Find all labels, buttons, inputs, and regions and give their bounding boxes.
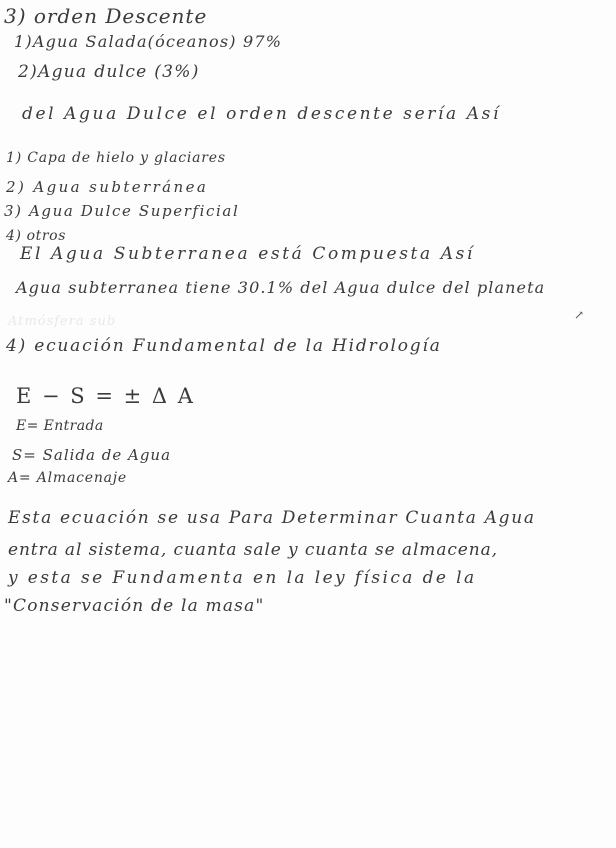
section3-list-item-2: 2) Agua subterránea (6, 178, 209, 196)
section3-intro: del Agua Dulce el orden descente sería Así (22, 104, 502, 124)
section3-list-item-4: 4) otros (6, 228, 66, 244)
section3-item1: 1)Agua Salada(óceanos) 97% (14, 32, 283, 51)
paragraph-line-1: Esta ecuación se usa Para Determinar Cuanta Agua (8, 508, 536, 528)
paragraph-line-4: "Conservación de la masa" (4, 596, 265, 616)
section3-list-item-3: 3) Agua Dulce Superficial (4, 202, 240, 220)
tick-mark: ↗ (574, 308, 585, 322)
section3-subterranea-fact: Agua subterranea tiene 30.1% del Agua dulce del planeta (16, 278, 546, 297)
section4-heading: 4) ecuación Fundamental de la Hidrología (6, 336, 442, 356)
definition-almacenaje: A= Almacenaje (8, 470, 128, 486)
faint-bleed-text: Atmósfera sub (8, 314, 117, 329)
equation: E − S = ± Δ A (16, 384, 195, 408)
section3-heading: 3) orden Descente (4, 4, 208, 28)
section3-list-item-1: 1) Capa de hielo y glaciares (6, 150, 226, 166)
paragraph-line-2: entra al sistema, cuanta sale y cuanta se almacena, (8, 540, 498, 560)
section3-subterranea-intro: El Agua Subterranea está Compuesta Así (20, 244, 475, 264)
paragraph-line-3: y esta se Fundamenta en la ley física de la (8, 568, 477, 588)
section3-item2: 2)Agua dulce (3%) (18, 62, 200, 82)
definition-entrada: E= Entrada (16, 418, 104, 434)
definition-salida: S= Salida de Agua (12, 446, 172, 464)
